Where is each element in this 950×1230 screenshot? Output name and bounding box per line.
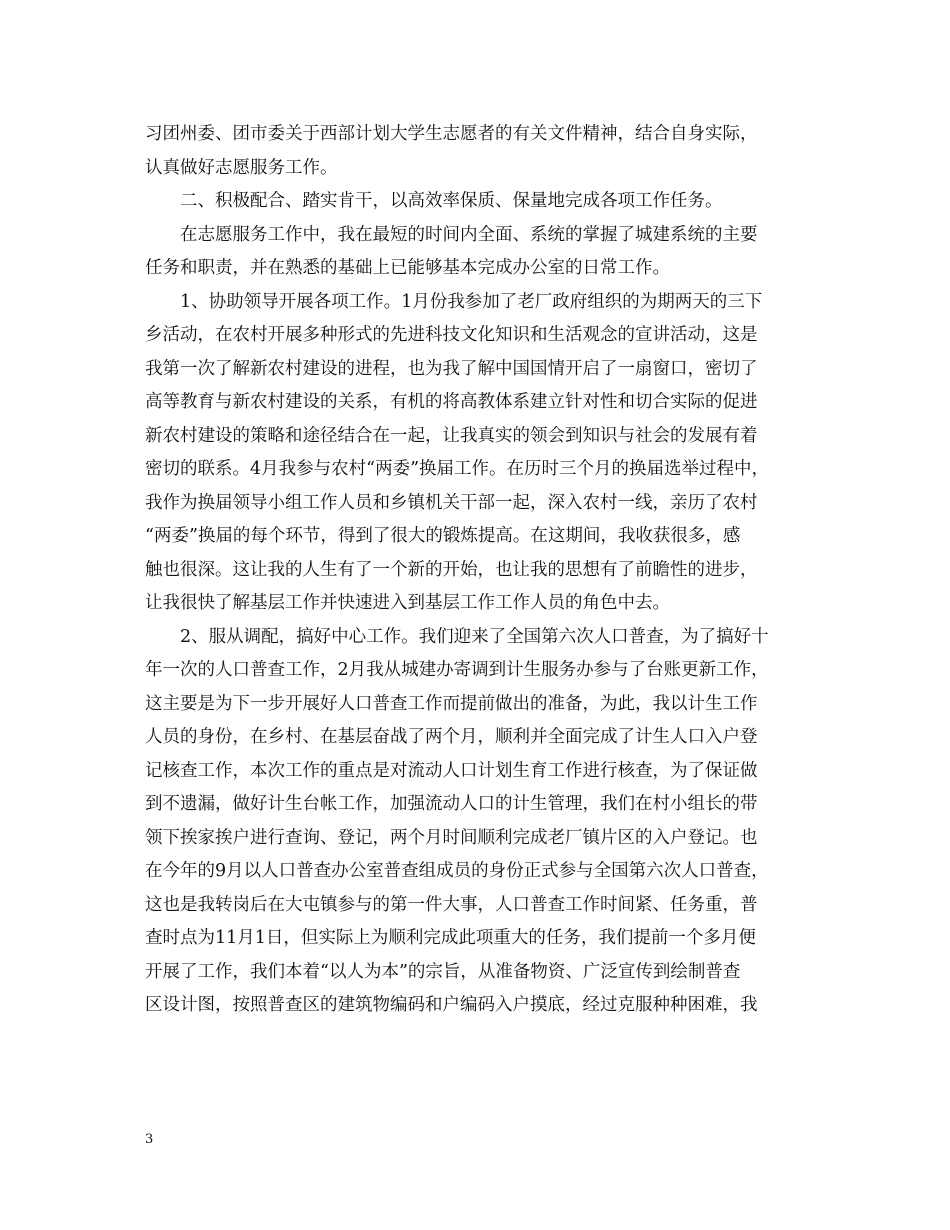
text-line: 区设计图，按照普查区的建筑物编码和户编码入户摸底，经过克服种种困难，我 — [145, 995, 758, 1015]
text-line: 任务和职责，并在熟悉的基础上已能够基本完成办公室的日常工作。 — [145, 258, 670, 278]
text-line: 年一次的人口普查工作，2月我从城建办寄调到计生服务办参与了台账更新工作， — [145, 660, 769, 680]
text-line: 记核查工作，本次工作的重点是对流动人口计划生育工作进行核查，为了保证做 — [145, 760, 758, 781]
text-line: 我作为换届领导小组工作人员和乡镇机关干部一起，深入农村一线，亲历了农村 — [145, 492, 758, 513]
text-line: 开展了工作，我们本着“以人为本”的宗旨，从准备物资、广泛宣传到绘制普查 — [145, 961, 741, 982]
text-line: “两委”换届的每个环节，得到了很大的锻炼提高。在这期间，我收获很多，感 — [145, 526, 741, 546]
text-line: 1、协助领导开展各项工作。1月份我参加了老厂政府组织的为期两天的三下 — [145, 291, 763, 312]
text-line: 这主要是为下一步开展好人口普查工作而提前做出的准备，为此，我以计生工作 — [145, 693, 758, 714]
body-text — [145, 118, 825, 1023]
text-line: 到不遗漏，做好计生台帐工作，加强流动人口的计生管理，我们在村小组长的带 — [145, 794, 758, 814]
text-line: 2、服从调配，搞好中心工作。我们迎来了全国第六次人口普查，为了搞好十 — [145, 626, 769, 647]
text-line: 人员的身份，在乡村、在基层奋战了两个月，顺利并全面完成了计生人口入户登 — [145, 727, 758, 747]
text-line: 高等教育与新农村建设的关系，有机的将高教体系建立针对性和切合实际的促进 — [145, 392, 758, 412]
text-line: 这也是我转岗后在大屯镇参与的第一件大事，人口普查工作时间紧、任务重，普 — [145, 894, 758, 915]
text-line: 我第一次了解新农村建设的进程，也为我了解中国国情开启了一扇窗口，密切了 — [145, 358, 758, 379]
text-line: 让我很快了解基层工作并快速进入到基层工作工作人员的角色中去。 — [145, 593, 670, 613]
text-line: 新农村建设的策略和途径结合在一起，让我真实的领会到知识与社会的发展有着 — [145, 425, 758, 446]
text-line: 在志愿服务工作中，我在最短的时间内全面、系统的掌握了城建系统的主要 — [145, 224, 758, 245]
text-line: 在今年的9月以人口普查办公室普查组成员的身份正式参与全国第六次人口普查， — [145, 861, 769, 881]
text-line: 认真做好志愿服务工作。 — [145, 157, 338, 178]
text-line: 查时点为11月1日，但实际上为顺利完成此项重大的任务，我们提前一个多月便 — [145, 928, 756, 948]
text-line: 乡活动，在农村开展多种形式的先进科技文化知识和生活观念的宣讲活动，这是 — [145, 325, 758, 345]
text-line: 密切的联系。4月我参与农村“两委”换届工作。在历时三个月的换届选举过程中， — [145, 459, 770, 479]
text-line: 触也很深。这让我的人生有了一个新的开始，也让我的思想有了前瞻性的进步， — [145, 559, 758, 580]
page-number: 3 — [145, 1132, 154, 1147]
text-line: 领下挨家挨户进行查询、登记，两个月时间顺利完成老厂镇片区的入户登记。也 — [145, 827, 758, 848]
text-line: 习团州委、团市委关于西部计划大学生志愿者的有关文件精神，结合自身实际， — [145, 124, 758, 144]
text-line: 二、积极配合、踏实肯干，以高效率保质、保量地完成各项工作任务。 — [145, 191, 723, 211]
